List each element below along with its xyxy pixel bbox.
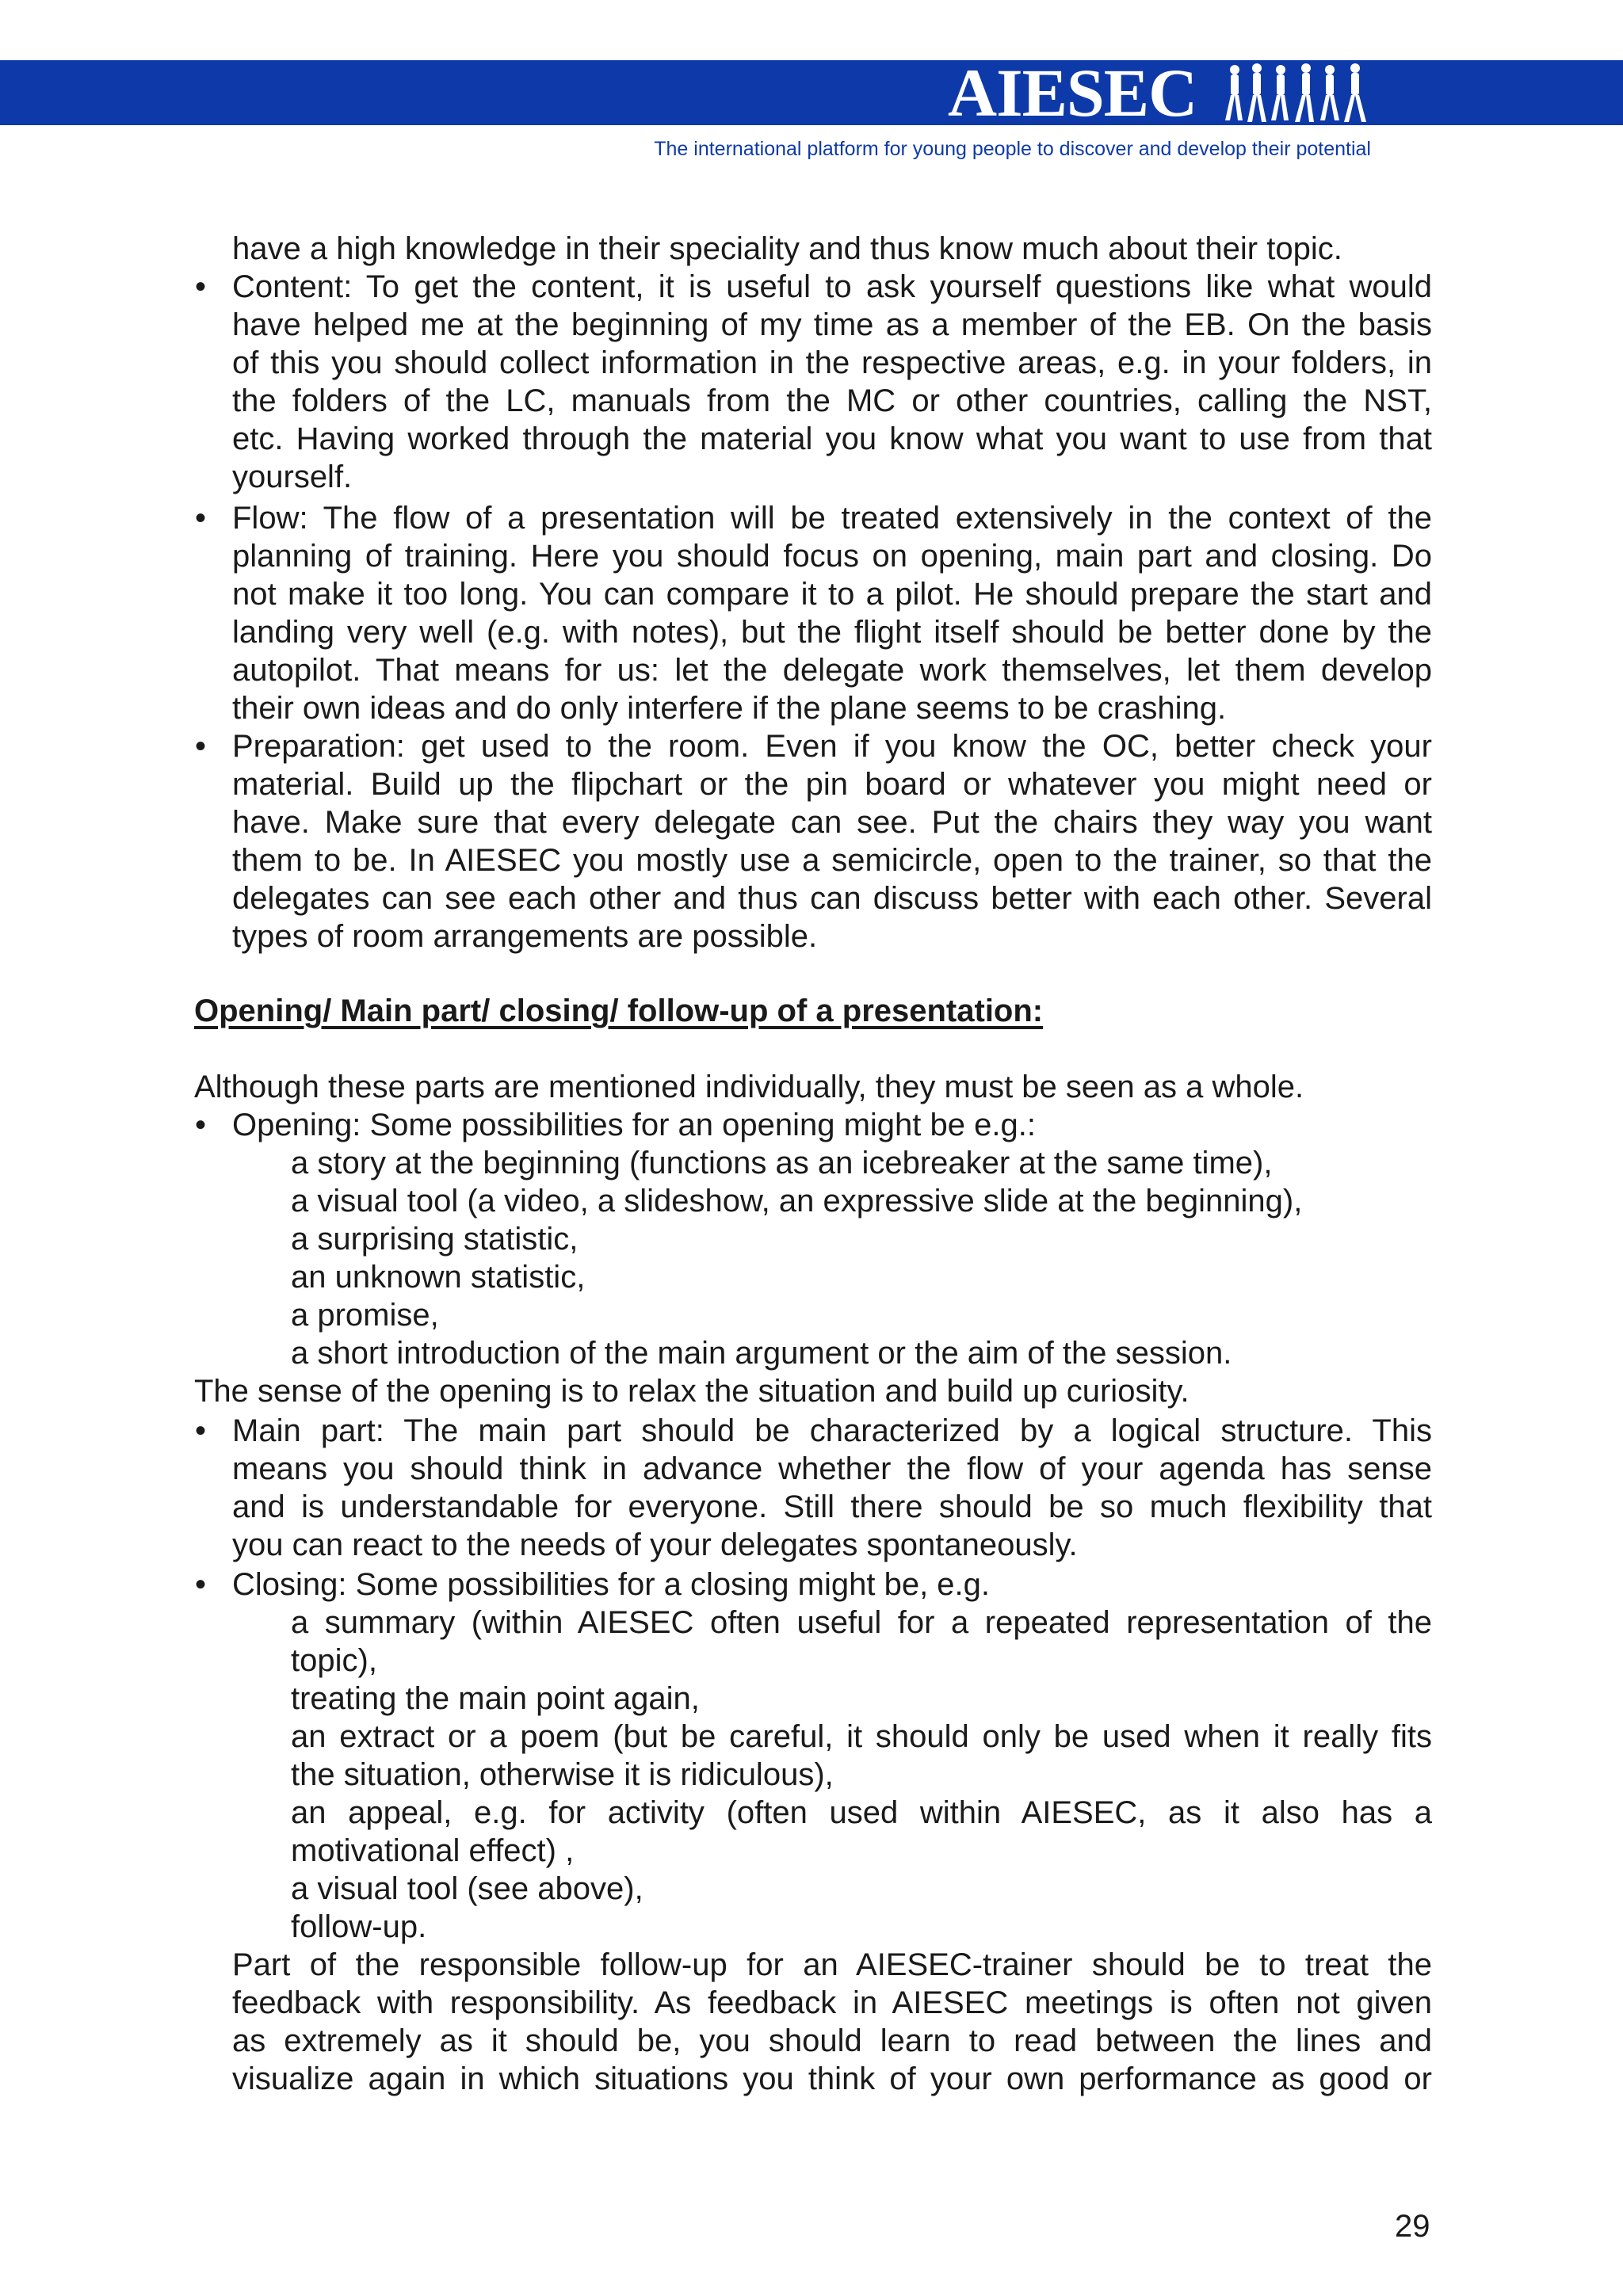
content-line: yourself.: [232, 460, 353, 494]
section-intro: Although these parts are mentioned individually, they must be seen as a whole.: [194, 1070, 1304, 1104]
main-part-line: Main part: The main part should be characterized by a logical structure. This: [232, 1413, 1432, 1448]
closing-item-line: an extract or a poem (but be careful, it should only be used when it really fits: [291, 1719, 1432, 1754]
bullet-icon: •: [195, 1413, 207, 1448]
people-silhouettes-icon: [1224, 60, 1382, 125]
opening-item: a story at the beginning (functions as an icebreaker at the same time),: [291, 1146, 1273, 1180]
followup-line: as extremely as it should be, you should learn to read between the lines and: [232, 2023, 1432, 2058]
bullet-icon: •: [195, 1108, 207, 1142]
opening-sense: The sense of the opening is to relax the situation and build up curiosity.: [194, 1374, 1190, 1409]
opening-item: an unknown statistic,: [291, 1260, 586, 1295]
content-line: of this you should collect information in the respective areas, e.g. in your folders, in: [232, 345, 1432, 380]
followup-line: feedback with responsibility. As feedback in AIESEC meetings is often not given: [232, 1985, 1432, 2020]
opening-item: a promise,: [291, 1298, 439, 1333]
intro-continuation: have a high knowledge in their speciality and thus know much about their topic.: [232, 231, 1342, 266]
flow-line: planning of training. Here you should focus on opening, main part and closing. Do: [232, 539, 1432, 574]
closing-item-line: a summary (within AIESEC often useful for a repeated representation of the: [291, 1605, 1432, 1640]
main-part-line: and is understandable for everyone. Still there should be so much flexibility that: [232, 1489, 1432, 1524]
flow-line: Flow: The flow of a presentation will be treated extensively in the context of the: [232, 501, 1432, 536]
bullet-icon: •: [195, 729, 207, 764]
followup-line: Part of the responsible follow-up for an AIESEC-trainer should be to treat the: [232, 1947, 1432, 1982]
closing-item-line: an appeal, e.g. for activity (often used within AIESEC, as it also has a: [291, 1795, 1432, 1830]
content-line: have helped me at the beginning of my time as a member of the EB. On the basis: [232, 307, 1432, 342]
preparation-line: have. Make sure that every delegate can see. Put the chairs they way you want: [232, 805, 1432, 840]
section-heading: Opening/ Main part/ closing/ follow-up of a presentation:: [194, 994, 1044, 1028]
tagline: The international platform for young people to discover and develop their potential: [654, 138, 1371, 160]
followup-line: visualize again in which situations you think of your own performance as good or: [232, 2061, 1432, 2096]
preparation-line: delegates can see each other and thus can discuss better with each other. Several: [232, 881, 1432, 916]
preparation-line: them to be. In AIESEC you mostly use a semicircle, open to the trainer, so that the: [232, 843, 1432, 878]
flow-line: their own ideas and do only interfere if the plane seems to be crashing.: [232, 691, 1227, 726]
preparation-line: Preparation: get used to the room. Even if you know the OC, better check your: [232, 729, 1432, 764]
bullet-icon: •: [195, 501, 207, 536]
flow-line: not make it too long. You can compare it to a pilot. He should prepare the start and: [232, 577, 1432, 612]
flow-line: landing very well (e.g. with notes), but the flight itself should be better done by the: [232, 615, 1432, 650]
content-line: etc. Having worked through the material you know what you want to use from that: [232, 421, 1432, 456]
main-part-line: you can react to the needs of your delegates spontaneously.: [232, 1527, 1078, 1562]
closing-lead: Closing: Some possibilities for a closing might be, e.g.: [232, 1567, 991, 1602]
closing-item-line: a visual tool (see above),: [291, 1871, 643, 1906]
opening-item: a visual tool (a video, a slideshow, an expressive slide at the beginning),: [291, 1184, 1303, 1219]
closing-item-line: motivational effect) ,: [291, 1833, 575, 1868]
content-line: Content: To get the content, it is useful to ask yourself questions like what would: [232, 269, 1432, 304]
bullet-icon: •: [195, 269, 207, 304]
page-number: 29: [1395, 2209, 1430, 2244]
closing-item-line: topic),: [291, 1643, 377, 1678]
logo-text: AIESEC: [948, 55, 1197, 131]
opening-lead: Opening: Some possibilities for an opening might be e.g.:: [232, 1108, 1036, 1142]
flow-line: autopilot. That means for us: let the delegate work themselves, let them develop: [232, 653, 1432, 688]
preparation-line: types of room arrangements are possible.: [232, 919, 818, 954]
bullet-icon: •: [195, 1567, 207, 1602]
closing-item-line: follow-up.: [291, 1909, 427, 1944]
preparation-line: material. Build up the flipchart or the pin board or whatever you might need or: [232, 767, 1432, 802]
content-line: the folders of the LC, manuals from the MC or other countries, calling the NST,: [232, 383, 1432, 418]
closing-item-line: treating the main point again,: [291, 1681, 700, 1716]
main-part-line: means you should think in advance whether the flow of your agenda has sense: [232, 1451, 1432, 1486]
opening-item: a surprising statistic,: [291, 1222, 579, 1257]
opening-item: a short introduction of the main argument or the aim of the session.: [291, 1336, 1232, 1371]
closing-item-line: the situation, otherwise it is ridiculous),: [291, 1757, 834, 1792]
